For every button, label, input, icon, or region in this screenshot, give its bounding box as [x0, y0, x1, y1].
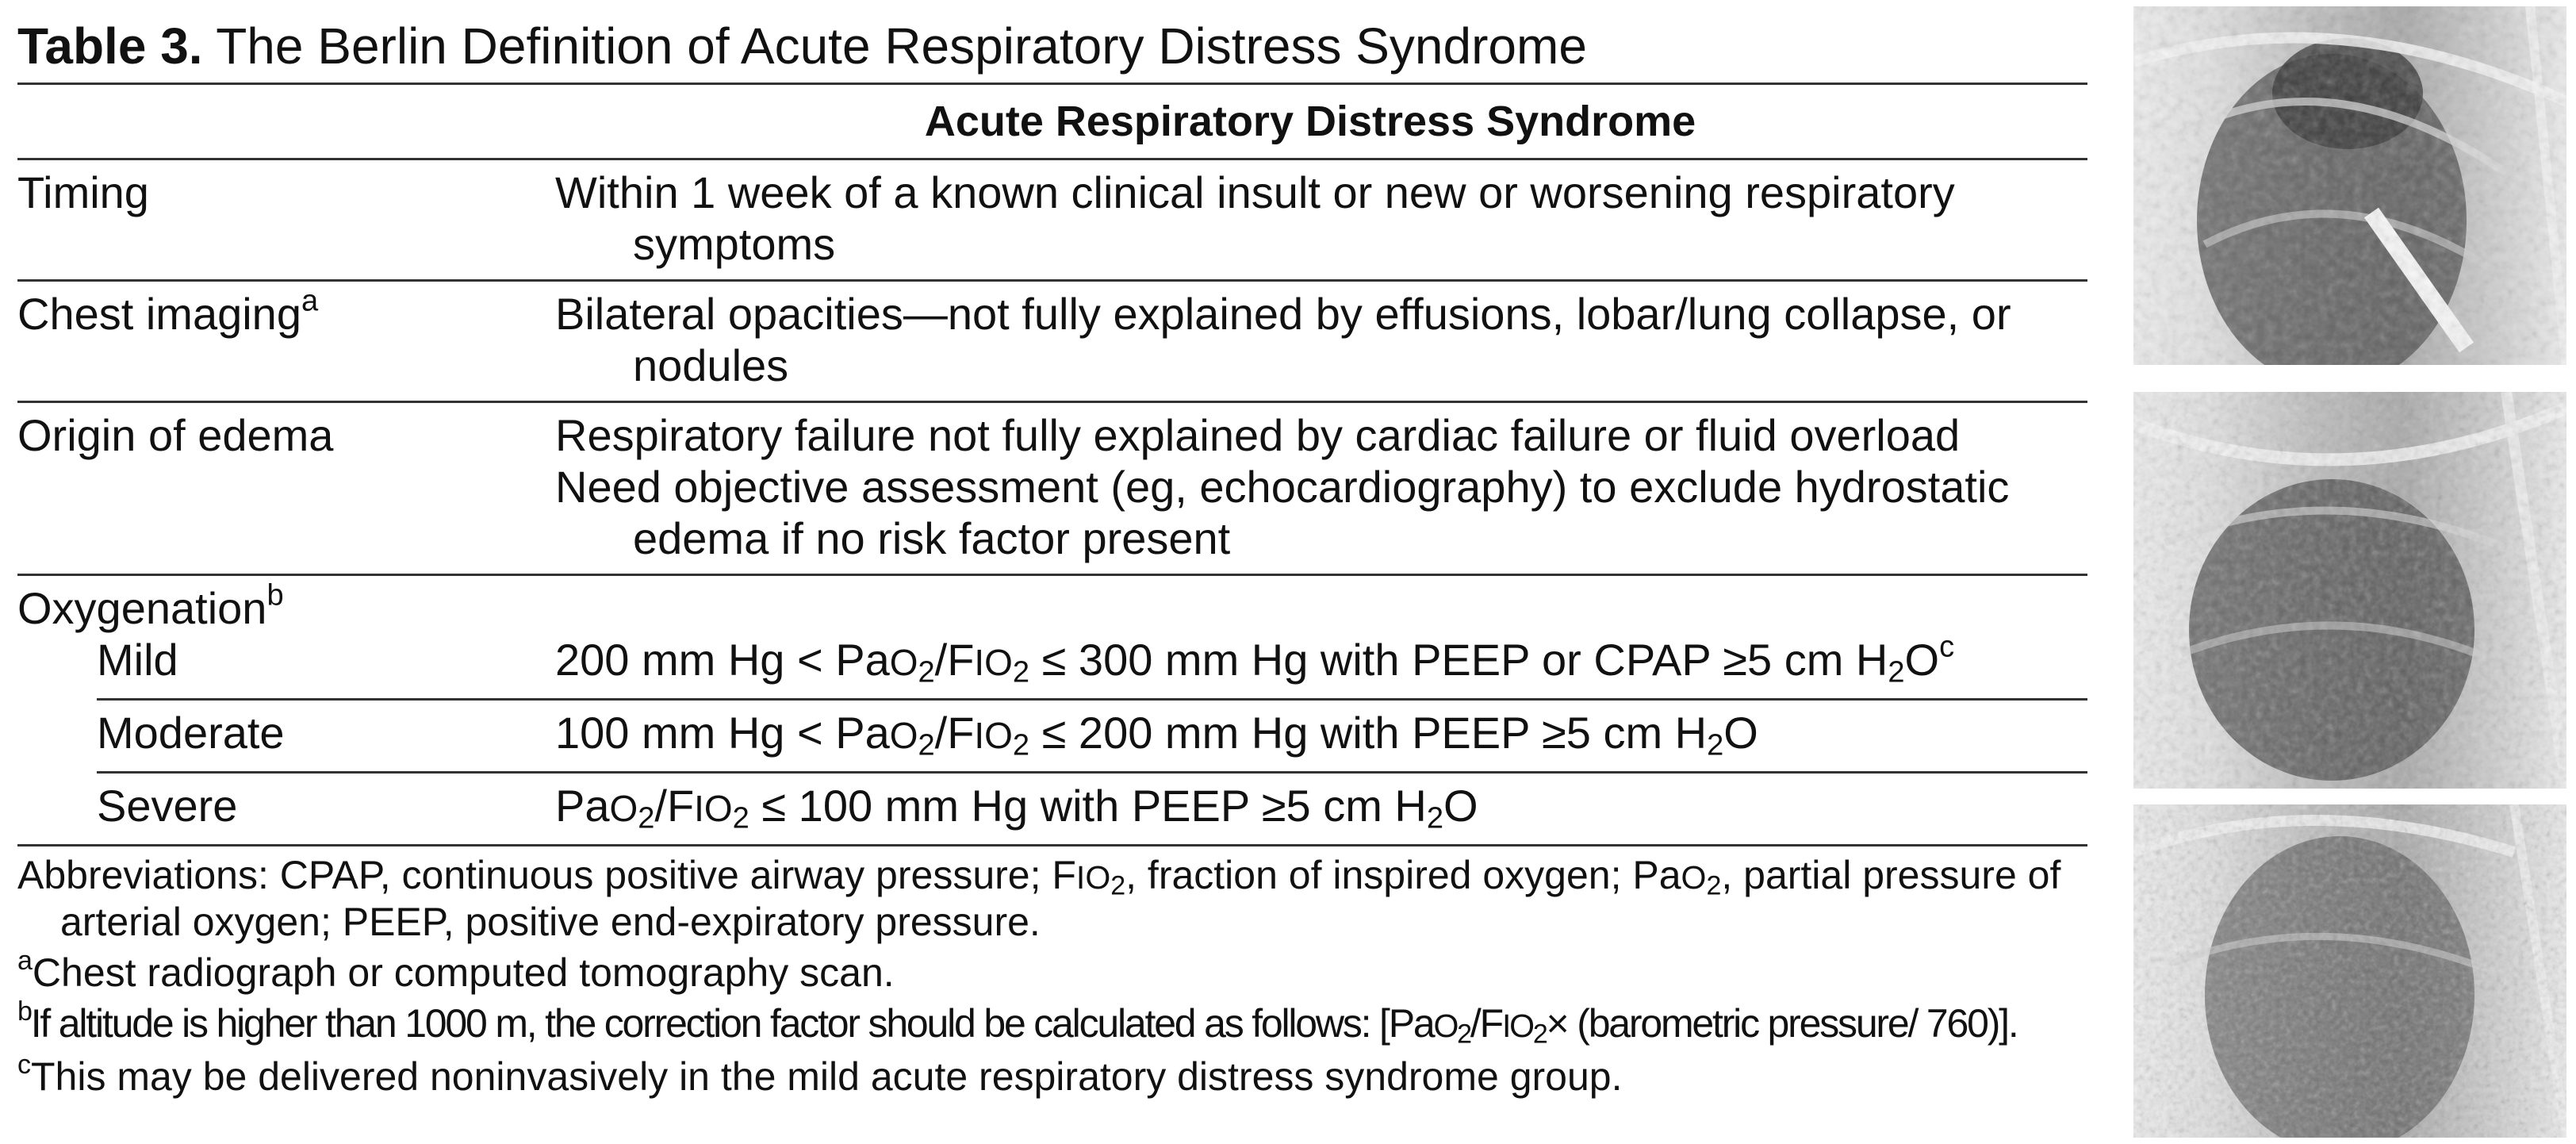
row-label — [17, 780, 555, 835]
row-content — [555, 409, 2087, 564]
footnote-mark: b — [17, 996, 31, 1027]
row-content — [555, 582, 2087, 634]
row-content — [555, 288, 2087, 391]
table-number: Table 3. — [17, 17, 203, 75]
footnote-abbreviations: Abbreviations: CPAP, continuous positive airway pressure; $FIO_2$, fraction of inspired oxygen; PaO$_2$, partial pressure of arterial oxygen; PEEP, positive end-expiratory pressure. — [17, 853, 2061, 944]
row-text-line: symptoms — [633, 219, 836, 269]
row-text-line: Need objective assessment (eg, echocardiography) to exclude hydrostatic — [555, 462, 2010, 512]
row-label-text: Moderate — [97, 708, 285, 758]
row-label — [17, 634, 555, 689]
table-row-oxygenation — [17, 576, 2087, 634]
table-row-chest-imaging — [17, 282, 2087, 401]
bottom-rule — [17, 844, 2087, 846]
chest-radiograph-image-2 — [2133, 392, 2566, 789]
footnote-b: $^b$If altitude is higher than 1000 m, the correction factor should be calculated as follows: [$PaO_2/FIO_2\times$ (barometric pressure/ 760)]. — [17, 996, 2018, 1050]
row-label-text: Mild — [97, 635, 178, 685]
row-text-line: nodules — [633, 340, 789, 390]
footnote-mark: b — [266, 578, 284, 612]
chest-radiograph-image-3 — [2133, 804, 2566, 1138]
footnote-a: $^a$Chest radiograph or computed tomography scan. — [17, 945, 895, 995]
footnote-c: $^c$This may be delivered noninvasively in the mild acute respiratory distress syndrome group. — [17, 1049, 1623, 1099]
table-title-text: The Berlin Definition of Acute Respiratory Distress Syndrome — [216, 17, 1587, 75]
row-label — [17, 409, 555, 564]
row-content: 200 mm $Hg < PaO_2/FIO_2 \le 300$ mm Hg with PEEP or CPAP ≥5 cm $H_2O^c$ — [555, 630, 1955, 689]
table-row-mild — [17, 630, 2087, 698]
table-row-moderate — [17, 701, 2087, 771]
row-label-text: Timing — [17, 167, 149, 217]
footnote-mark: a — [301, 284, 319, 318]
row-label — [17, 284, 555, 391]
row-label-text: Chest imaging — [17, 289, 301, 339]
row-label-text: Origin of edema — [17, 410, 334, 460]
row-text-line: edema if no risk factor present — [633, 513, 1231, 563]
row-label-text: Severe — [97, 781, 238, 831]
table-row-severe — [17, 774, 2087, 844]
row-content — [555, 167, 2087, 270]
footnote-mark: a — [17, 945, 33, 976]
table-title — [17, 10, 2087, 83]
table-document — [17, 10, 2087, 1105]
column-header: Acute Respiratory Distress Syndrome — [924, 98, 1696, 145]
row-content: 100 mm $Hg < PaO_2/FIO_2 \le 200$ mm Hg with PEEP ≥5 cm $H_2O$ — [555, 708, 1758, 762]
table-row-timing — [17, 160, 2087, 279]
table-footnotes — [17, 853, 2087, 1099]
row-text-line: Bilateral opacities—not fully explained by effusions, lobar/lung collapse, or — [555, 289, 2011, 339]
row-label — [17, 578, 555, 634]
row-label — [17, 707, 555, 762]
footnote-mark: c — [17, 1049, 31, 1080]
table-row-origin-of-edema — [17, 403, 2087, 574]
row-label — [17, 167, 555, 270]
footnote-mark: c — [1939, 630, 1955, 664]
row-label-text: Oxygenation — [17, 583, 267, 633]
chest-radiograph-image-1 — [2133, 6, 2566, 365]
row-text-line: Within 1 week of a known clinical insult or new or worsening respiratory — [555, 167, 1955, 217]
row-text-line: Respiratory failure not fully explained by cardiac failure or fluid overload — [555, 410, 1961, 460]
row-content: $PaO_2/FIO_2 \le 100$ mm Hg with PEEP ≥5 cm $H_2O$ — [555, 781, 1478, 835]
